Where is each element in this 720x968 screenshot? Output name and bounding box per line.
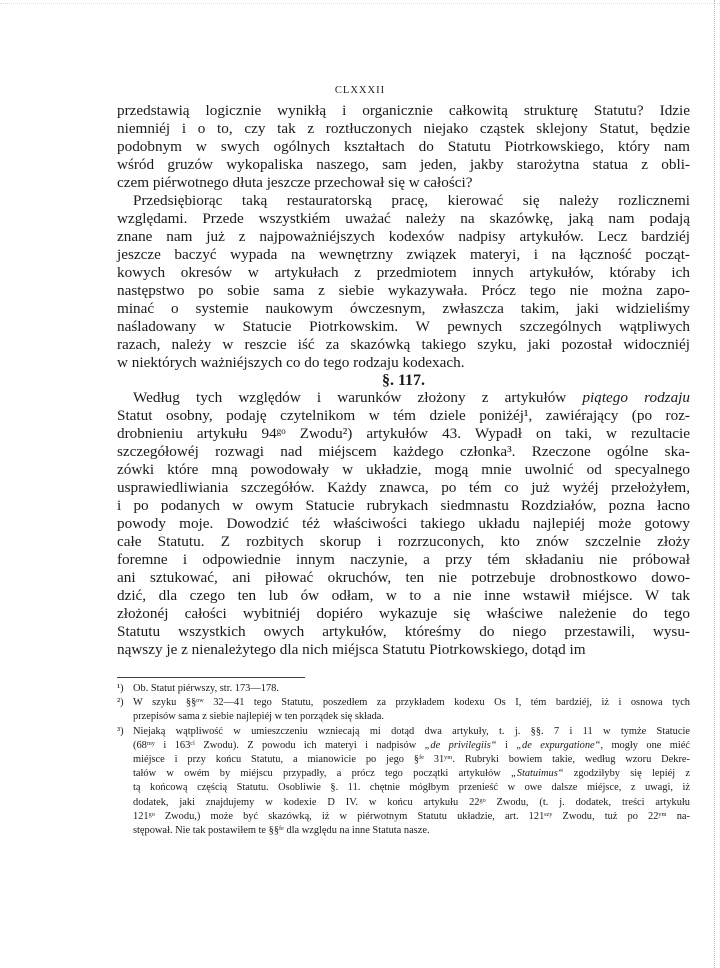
text-segment: miéjsce i przy końcu Statutu, a mianowicie po jego §ᶠᵉ 31ʸᵐ. Rubryki bowiem takie, według wzoru Dekre- xyxy=(133,753,690,765)
text-line xyxy=(117,623,690,641)
text-segment: przepisów sama z siebie najlepiéj w ten porządek się składa. xyxy=(133,711,385,723)
text-line xyxy=(117,336,690,354)
page-number-roman: CLXXXII xyxy=(334,85,386,96)
text-line xyxy=(117,156,690,174)
text-line xyxy=(117,710,690,724)
text-line xyxy=(117,824,690,838)
text-segment: dodatek, jaki znajdujemy w kodexie D IV. w końcu artykułu 22ᵍᵒ Zwodu, (t. j. dodatek, treści artykułu xyxy=(133,796,690,808)
text-line xyxy=(117,102,690,120)
text-segment: foremne i odpowiednie innym naczynie, a przy tém składaniu nie próbował xyxy=(117,551,690,568)
italic-text: „Statuimus“ xyxy=(510,768,564,780)
text-line xyxy=(117,781,690,795)
text-segment: przedstawią logicznie wynikłą i organicznie całkowitą strukturę Statutu? Idzie xyxy=(117,102,690,119)
text-segment: Statutu wszystkich owych artykułów, któreśmy do niego przestawili, wysu- xyxy=(117,623,690,640)
text-line xyxy=(117,641,690,659)
text-line xyxy=(117,264,690,282)
text-line xyxy=(117,497,690,515)
footnotes xyxy=(117,682,690,838)
text-segment: jeszcze baczyć wypada na wewnętrzny związek materyi, i na łączność począt- xyxy=(117,246,690,263)
text-segment: całe Statutu. Z rozbitych skorup i rozrzuconych, kto znów szczelnie złoży xyxy=(117,533,690,550)
footnote-first-line xyxy=(117,725,690,739)
footnote-separator xyxy=(117,677,305,678)
footnote xyxy=(117,682,690,696)
paragraph xyxy=(117,102,690,192)
footnote-first-line xyxy=(117,696,690,710)
text-segment: czem piérwotnego dłuta jeszcze przechował się w całości? xyxy=(117,174,473,191)
text-line xyxy=(117,174,690,192)
text-segment: podobnym w swych ogólnych kształtach do Statutu Piotrkowskiego, który nam xyxy=(117,138,690,155)
text-line xyxy=(117,515,690,533)
footnote xyxy=(117,696,690,724)
text-segment: w niektórych ważniéjszych co do tego rodzaju kodexach. xyxy=(117,354,465,371)
italic-text: „de expurgatione“ xyxy=(516,739,601,751)
text-line xyxy=(117,479,690,497)
paragraphs-after-section xyxy=(117,389,690,659)
text-segment: złożonéj całości wybitniéj dopiéro wykazuje się właściwe należenie do tego xyxy=(117,605,690,622)
text-line xyxy=(117,354,690,372)
text-segment: i po podanych w owym Statucie rubrykach siedmnastu Rozdziałów, pozna łacno xyxy=(117,497,690,514)
paragraph xyxy=(117,192,690,372)
text-line xyxy=(117,389,690,407)
text-line xyxy=(117,739,690,753)
text-line xyxy=(117,138,690,156)
italic-text: piątego rodzaju xyxy=(582,389,690,406)
text-segment: i xyxy=(496,739,517,751)
text-line xyxy=(117,210,690,228)
paragraphs-before-section xyxy=(117,102,690,372)
text-line xyxy=(117,282,690,300)
text-line xyxy=(117,407,690,425)
text-line xyxy=(117,753,690,767)
text-line xyxy=(117,767,690,781)
text-line xyxy=(117,569,690,587)
text-line xyxy=(117,300,690,318)
text-line xyxy=(133,696,690,710)
scan-edge-top xyxy=(0,3,720,4)
main-text xyxy=(117,102,690,659)
footnote-marker: ²) xyxy=(117,697,124,709)
text-segment: względami. Przede wszystkiém uważać należy na skazówkę, jaką nam podają xyxy=(117,210,690,227)
italic-text: „de privilegiis“ xyxy=(424,739,497,751)
text-line xyxy=(117,796,690,810)
text-line xyxy=(117,461,690,479)
text-segment: wśród gruzów wykopaliska naszego, sam jeden, jakby starożytna statua z obli- xyxy=(117,156,690,173)
text-segment: drobnieniu artykułu 94ᵍᵒ Zwodu²) artykułów 43. Wypadł on taki, w rezultacie xyxy=(117,425,690,442)
text-segment: następstwo po sobie sama z siebie wykazywała. Prócz tego nie można zapo- xyxy=(117,282,690,299)
text-segment: W szyku §§ᵒʷ 32—41 tego Statutu, poszedłem za przykładem kodexu Os I, tém bardziéj, iż i osnowa tych xyxy=(133,697,690,709)
text-segment: szczegółowéj rozwagi nad miéjscem każdego członka³. Rzeczone ogólne ska- xyxy=(117,443,690,460)
text-segment: minać o systemie naukowym ówczesnym, zwłaszcza takim, jaki widzieliśmy xyxy=(117,300,690,317)
text-segment: Według tych względów i warunków złożony z artykułów xyxy=(133,389,583,406)
text-line xyxy=(117,533,690,551)
text-segment: dzić, dla czego ten lub ów odłam, w to a nie inne wstawił miéjsce. W tak xyxy=(117,587,690,604)
section-heading: §. 117. xyxy=(381,372,426,389)
text-line xyxy=(117,318,690,336)
text-line xyxy=(117,192,690,210)
text-line xyxy=(117,443,690,461)
footnote-first-line xyxy=(117,682,690,696)
text-segment: , mogły one miéć xyxy=(600,739,690,751)
text-segment: kowych okresów w artykułach z przedmiotem innych artykułów, któraby ich xyxy=(117,264,690,281)
text-segment: niemniéj i o to, czy tak z roztłuczonych niejako cząstek sklejony Statut, będzie xyxy=(117,120,690,137)
text-line xyxy=(117,120,690,138)
text-segment: zgodziłyby się lepiéj z xyxy=(563,768,690,780)
scan-edge-right xyxy=(714,0,715,968)
footnote xyxy=(117,725,690,839)
text-line xyxy=(117,228,690,246)
text-segment: stępował. Nie tak postawiłem te §§ᶠᵉ dla względu na inne Statuta nasze. xyxy=(133,824,430,836)
text-line xyxy=(133,682,690,696)
text-segment: nąwszy je z nienależytego dla nich miéjsca Statutu Piotrkowskiego, dotąd im xyxy=(117,641,586,658)
text-segment: tą końcową częścią Statutu. Osobliwie §. 11. chętnie mógłbym przenieść w owe dalsze miéjsce, z uwagi, iż xyxy=(133,782,690,794)
text-line xyxy=(133,725,690,739)
paragraph xyxy=(117,389,690,659)
footnote-marker: ¹) xyxy=(117,683,124,694)
text-line xyxy=(117,551,690,569)
footnote-marker: ³) xyxy=(117,725,124,737)
text-segment: Przedsiębiorąc taką restauratorską pracę, kierować się należy rozlicznemi xyxy=(133,192,690,209)
text-segment: Statut osobny, podaję czytelnikom w tém dziele poniżéj¹, zawiérający (po roz- xyxy=(117,407,690,424)
text-line xyxy=(117,605,690,623)
text-segment: ani sztukować, ani piłować okruchów, ten nie potrzebuje drobnostkowo dowo- xyxy=(117,569,690,586)
text-segment: powody moje. Dowodzić téż właściwości takiego układu najlepiéj może gotowy xyxy=(117,515,690,532)
text-segment: naśladowany w Statucie Piotrkowskim. W pewnych szczególnych wątpliwych xyxy=(117,318,690,335)
text-segment: zówki które mną powodowały w układzie, mogą mnie uwolnić od specyalnego xyxy=(117,461,690,478)
text-segment: tałów w owém by miéjscu przypadły, a prócz tego początki artykułów xyxy=(133,768,511,780)
text-segment: 121ᵍᵒ Zwodu,) może być skazówką, iż w piérwotnym Statutu układzie, art. 121ˢᶻʸ Zwodu, tuż po 22ʸᵐ na- xyxy=(133,810,690,822)
text-line xyxy=(117,810,690,824)
text-segment: (68ᵐʸ i 163ᶜⁱ Zwodu). Z powodu ich materyi i nadpisów xyxy=(133,739,425,751)
text-segment: razach, należy w reszcie iść za skazówką takiego szyku, jaki pozostał widoczniéj xyxy=(117,336,690,353)
text-segment: Niejaką wątpliwość w umieszczeniu wzniecają mi dotąd dwa artykuły, t. j. §§. 7 i 11 w tymże Statucie xyxy=(133,725,690,737)
text-line xyxy=(117,587,690,605)
text-segment: Ob. Statut piérwszy, str. 173—178. xyxy=(133,683,279,694)
text-segment: znane nam już z najpoważniéjszych kodexów nadpisy artykułów. Lecz bardziéj xyxy=(117,228,690,245)
text-line xyxy=(117,246,690,264)
text-line xyxy=(117,425,690,443)
text-segment: usprawiedliwiania szczegółów. Każdy znawca, po tém co już wyżéj przełożyłem, xyxy=(117,479,690,496)
